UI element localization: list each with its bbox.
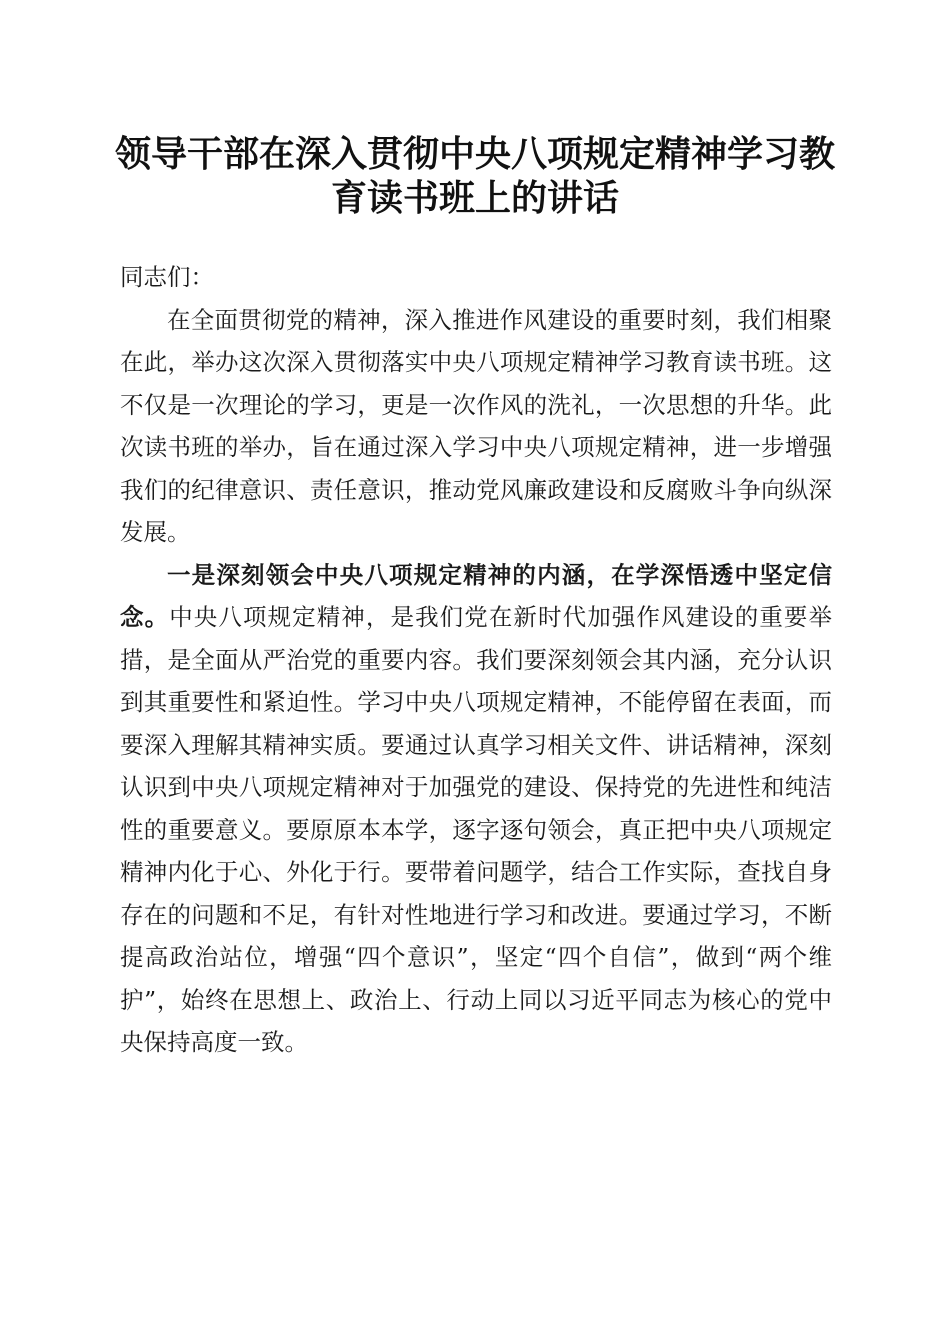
paragraph-point-one-text: 中央八项规定精神，是我们党在新时代加强作风建设的重要举措，是全面从严治党的重要内容。我们要深刻领会其内涵，充分认识到其重要性和紧迫性。学习中央八项规定精神，不能停留在表面，而要深入理解其精神实质。要通过认真学习相关文件、讲话精神，深刻认识到中央八项规定精神对于加强党的建设、保持党的先进性和纯洁性的重要意义。要原原本本学，逐字逐句领会，真正把中央八项规定精神内化于心、外化于行。要带着问题学，结合工作实际，查找自身存在的问题和不足，有针对性地进行学习和改进。要通过学习，不断提高政治站位，增强“四个意识”，坚定“四个自信”，做到“两个维护”，始终在思想上、政治上、行动上同以习近平同志为核心的党中央保持高度一致。 [120,603,833,1056]
document-body [120,256,832,1064]
document-title-line-1: 领导干部在深入贯彻中央八项规定精神学习教 [114,133,835,175]
paragraph-intro [120,299,832,554]
document-title-line-2: 育读书班上的讲话 [330,177,619,219]
paragraph-point-one-heading: 一是深刻领会中央八项规定精神的内涵，在学深悟透中坚定信念。 [120,560,832,631]
document-title [110,132,840,220]
paragraph-intro-text: 在全面贯彻党的精神，深入推进作风建设的重要时刻，我们相聚在此，举办这次深入贯彻落实中央八项规定精神学习教育读书班。这不仅是一次理论的学习，更是一次作风的洗礼，一次思想的升华。此次读书班的举办，旨在通过深入学习中央八项规定精神，进一步增强我们的纪律意识、责任意识，推动党风廉政建设和反腐败斗争向纵深发展。 [120,305,832,546]
paragraph-point-one [120,554,832,1064]
salutation: 同志们： [120,263,214,291]
